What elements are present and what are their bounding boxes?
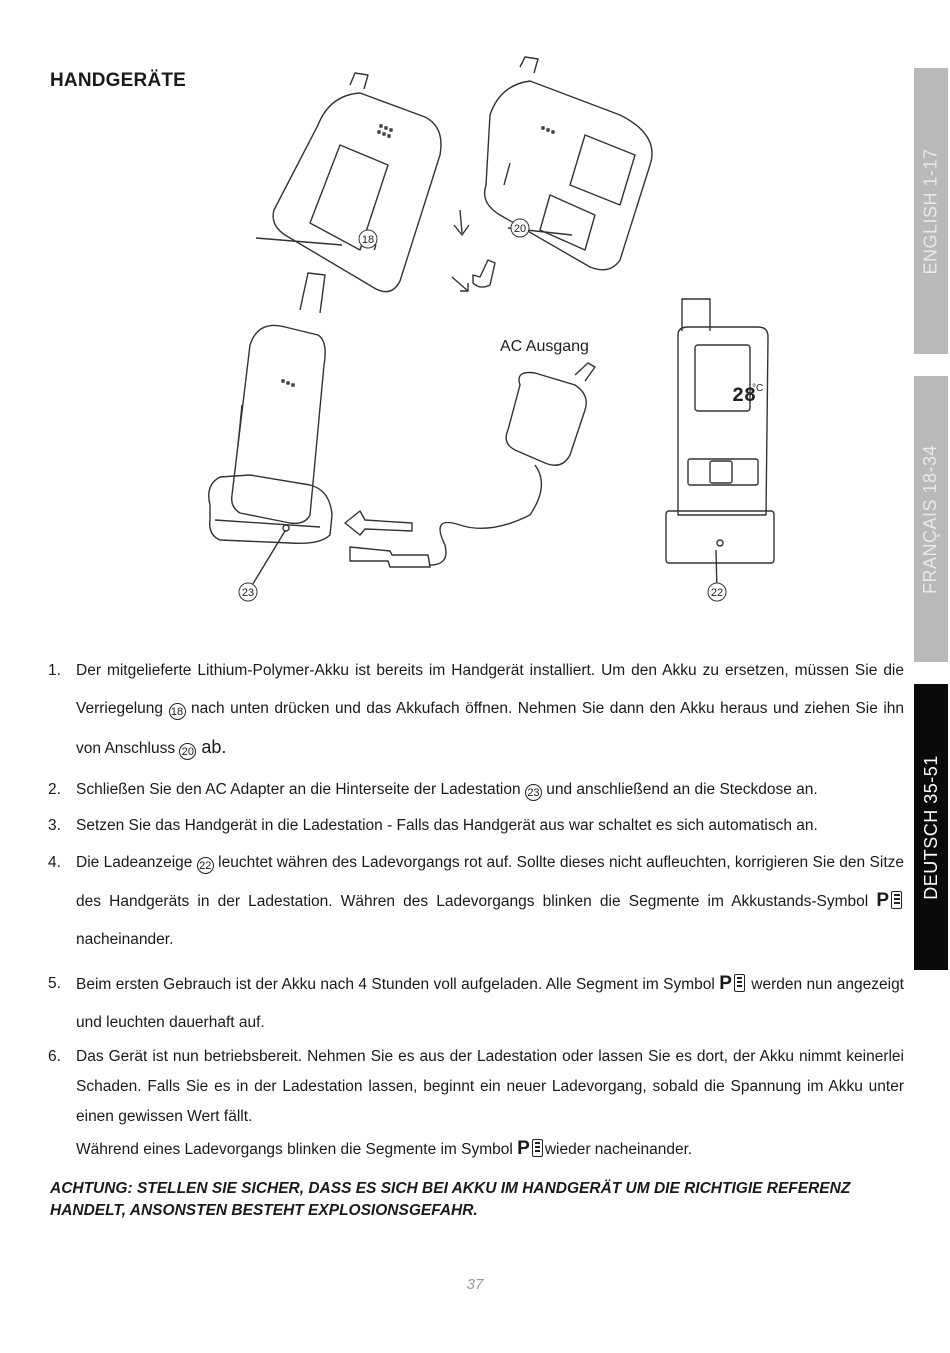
- step-number: 1.: [48, 662, 61, 679]
- warning-text: ACHTUNG: STELLEN SIE SICHER, DASS ES SICH BEI AKKU IM HANDGERÄT UM DIE RICHTIGIE REFERENZ HANDELT, ANSONSTEN BESTEHT EXPLOSIONSGEFAHR.: [50, 1180, 851, 1219]
- p-symbol: P: [876, 890, 889, 911]
- battery-icon: [734, 974, 745, 992]
- step-text: Während eines Ladevorgangs blinken die Segmente im Symbol: [76, 1141, 518, 1158]
- step-number: 4.: [48, 854, 61, 871]
- step-text: ab.: [196, 737, 227, 757]
- callout-20: 20: [513, 223, 527, 235]
- display-temperature: 28: [732, 385, 757, 408]
- handset-front-in-charger: [666, 299, 774, 563]
- step-number: 5.: [48, 975, 61, 992]
- step-number: 3.: [48, 817, 61, 834]
- step-text: Der mitgelieferte Lithium-Polymer-Akku ist bereits im Handgerät installiert. Um den Akku zu ersetzen, müssen Sie die Verriegelung: [76, 662, 904, 717]
- step-number: 6.: [48, 1048, 61, 1065]
- tab-deutsch[interactable]: [914, 684, 948, 970]
- ac-output-label: AC Ausgang: [500, 338, 589, 355]
- instruction-list: [48, 652, 904, 1168]
- reference-number: 18: [169, 703, 186, 720]
- list-item: [48, 844, 904, 959]
- page-number: 37: [466, 1276, 484, 1293]
- callout-18: 18: [361, 234, 375, 246]
- reference-number: 22: [197, 857, 214, 874]
- step-text: Die Ladeanzeige: [76, 854, 197, 871]
- step-text: Schließen Sie den AC Adapter an die Hinterseite der Ladestation: [76, 781, 525, 798]
- step-text: nacheinander.: [76, 931, 174, 948]
- step-text: Setzen Sie das Handgerät in die Ladestation - Falls das Handgerät aus war schaltet es sich automatisch an.: [76, 817, 818, 834]
- step-number: 2.: [48, 781, 61, 798]
- step-text: Das Gerät ist nun betriebsbereit. Nehmen Sie es aus der Ladestation oder lassen Sie es dort, der Akku nimmt keinerlei Schaden. Falls Sie es in der Ladestation lassen, beginnt ein neuer Ladevorgang, sobald die Spannung im Akku unter einen gewissen Wert fällt.: [76, 1048, 904, 1125]
- handset-back-open: [485, 57, 652, 270]
- list-item: [48, 772, 904, 808]
- step-text: und anschließend an die Steckdose an.: [541, 781, 818, 798]
- tab-francais-label: FRANÇAIS 18-34: [920, 444, 941, 594]
- callout-23: 23: [241, 587, 255, 599]
- p-symbol: P: [517, 1138, 530, 1159]
- callout-22: 22: [710, 587, 724, 599]
- battery-icon: [891, 891, 902, 909]
- handset-illustration: [190, 45, 785, 615]
- battery-icon: [532, 1139, 543, 1157]
- list-item: [48, 808, 904, 844]
- p-symbol: P: [719, 973, 732, 994]
- tab-english[interactable]: [914, 68, 948, 354]
- tab-english-label: ENGLISH 1-17: [920, 147, 941, 275]
- step-text: werden nun angezeigt und leuchten dauerhaft auf.: [76, 976, 904, 1031]
- page-title: HANDGERÄTE: [50, 70, 187, 91]
- handset-back-closed: [273, 73, 495, 292]
- list-item: [48, 965, 904, 1042]
- list-item: [48, 1042, 904, 1168]
- tab-francais[interactable]: [914, 376, 948, 662]
- tab-deutsch-label: DEUTSCH 35-51: [920, 754, 941, 900]
- step-text: wieder nacheinander.: [544, 1141, 693, 1158]
- step-text: Beim ersten Gebrauch ist der Akku nach 4 Stunden voll aufgeladen. Alle Segment im Symbol: [76, 976, 720, 993]
- step-text: leuchtet währen des Ladevorgangs rot auf. Sollte dieses nicht aufleuchten, korrigieren Sie den Sitze des Handgeräts in der Ladestation. Währen des Ladevorgangs blinken die Segmente im Akkustands-Symbol: [76, 854, 904, 910]
- ac-adapter: [345, 363, 595, 567]
- list-item: [48, 652, 904, 768]
- reference-number: 20: [179, 743, 196, 760]
- reference-number: 23: [525, 784, 542, 801]
- handset-in-charger-side: [209, 273, 332, 543]
- display-unit: °C: [752, 383, 764, 394]
- step-text: nach unten drücken und das Akkufach öffnen. Nehmen Sie dann den Akku heraus und ziehen Sie ihn von Anschluss: [76, 700, 904, 757]
